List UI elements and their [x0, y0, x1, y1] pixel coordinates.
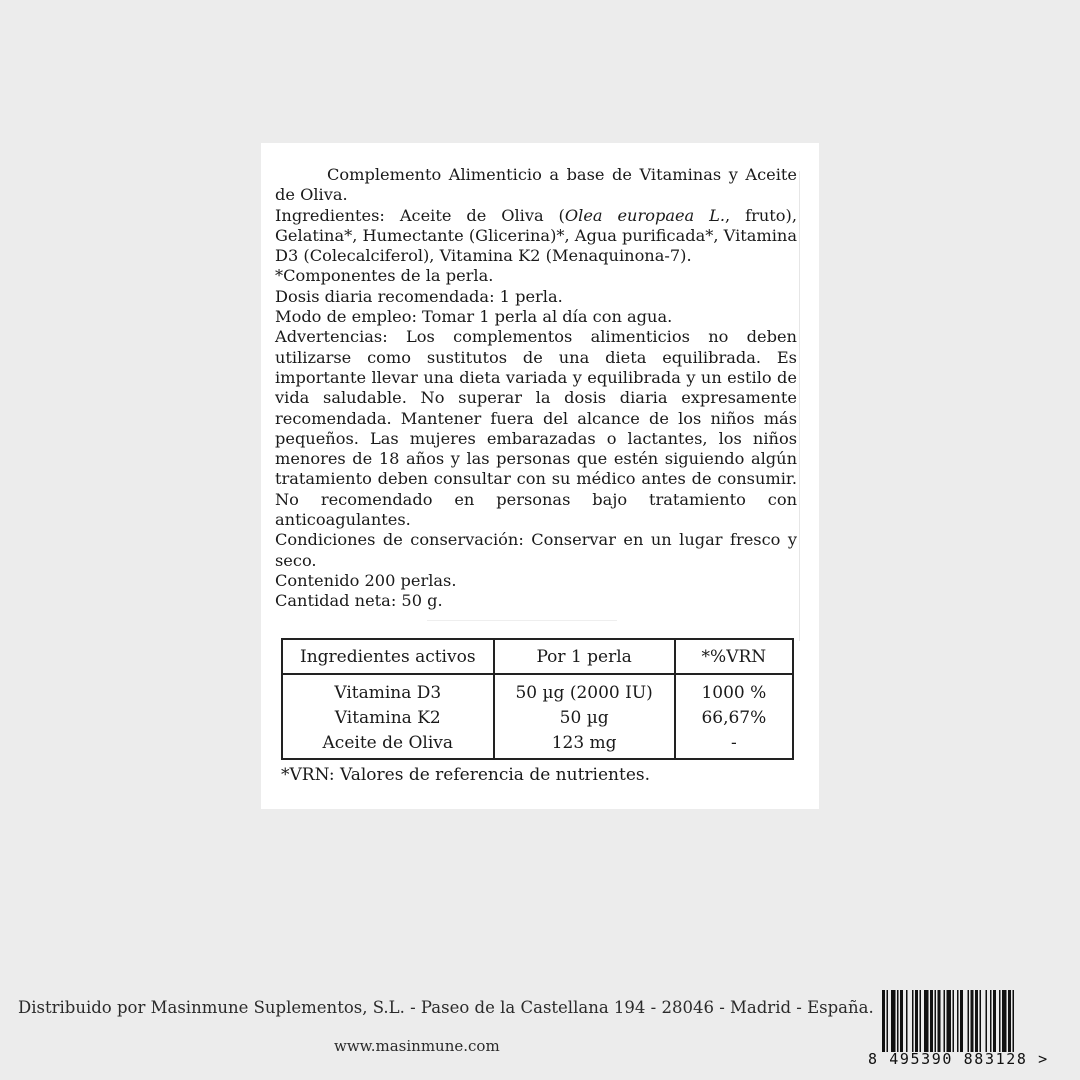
barcode-icon — [882, 990, 1060, 1052]
table-row — [282, 706, 793, 731]
product-title: Complemento Alimenticio a base de Vitaminas y Aceite de Oliva. — [275, 165, 797, 205]
warnings-text: Advertencias: Los complementos alimenticios no deben utilizarse como sustitutos de una dieta equilibrada. Es importante llevar una dieta variada y equilibrada y un estilo de vida saludable. No superar la dosis diaria expresamente recomendada. Mantener fuera del alcance de los niños más pequeños. Las mujeres embarazadas o lactantes, los niños menores de 18 años y las personas que estén siguiendo algún tratamiento deben consultar con su médico antes de consumir. No recomendado en personas bajo tratamiento con anticoagulantes. — [275, 327, 797, 530]
ingredients-latin-name: Olea europaea L. — [564, 205, 726, 225]
product-label-card — [261, 143, 819, 809]
header-vrn: *%VRN — [675, 639, 793, 674]
ingredient-name: Vitamina D3 — [282, 674, 494, 706]
ingredient-name: Vitamina K2 — [282, 706, 494, 731]
label-margin-line — [799, 171, 800, 641]
ingredient-amount: 50 µg (2000 IU) — [494, 674, 675, 706]
distributor-info: Distribuido por Masinmune Suplementos, S.L. - Paseo de la Castellana 194 - 28046 - Madrid - España. — [18, 998, 874, 1017]
header-ingredients: Ingredientes activos — [282, 639, 494, 674]
table-row — [282, 674, 793, 706]
label-separator-line — [427, 620, 617, 621]
table-header-row — [282, 639, 793, 674]
ingredients-text — [275, 206, 797, 267]
active-ingredients-table — [281, 638, 794, 760]
ingredients-prefix: Ingredientes: Aceite de Oliva ( — [275, 205, 565, 225]
components-note: *Componentes de la perla. — [275, 266, 494, 286]
ingredients-suffix: , fruto), Gelatina*, Humectante (Glicerina)*, Agua purificada*, Vitamina D3 (Colecalciferol), Vitamina K2 (Menaquinona-7). — [275, 205, 797, 266]
ingredient-vrn: - — [675, 731, 793, 759]
ingredient-amount: 123 mg — [494, 731, 675, 759]
ingredient-amount: 50 µg — [494, 706, 675, 731]
ingredient-name: Aceite de Oliva — [282, 731, 494, 759]
vrn-footnote: *VRN: Valores de referencia de nutrientes. — [281, 765, 651, 785]
table-row — [282, 731, 793, 759]
barcode-digits: 8 495390 883128 > — [868, 1050, 1049, 1068]
daily-dose: Dosis diaria recomendada: 1 perla. — [275, 286, 563, 306]
contents-count: Contenido 200 perlas. — [275, 570, 457, 590]
usage-instructions: Modo de empleo: Tomar 1 perla al día con agua. — [275, 307, 673, 327]
website-link: www.masinmune.com — [334, 1037, 500, 1055]
storage-conditions: Condiciones de conservación: Conservar en un lugar fresco y seco. — [275, 530, 797, 570]
ingredient-vrn: 66,67% — [675, 706, 793, 731]
label-text — [275, 165, 797, 612]
header-per-pearl: Por 1 perla — [494, 639, 675, 674]
ingredient-vrn: 1000 % — [675, 674, 793, 706]
net-weight: Cantidad neta: 50 g. — [275, 591, 443, 611]
